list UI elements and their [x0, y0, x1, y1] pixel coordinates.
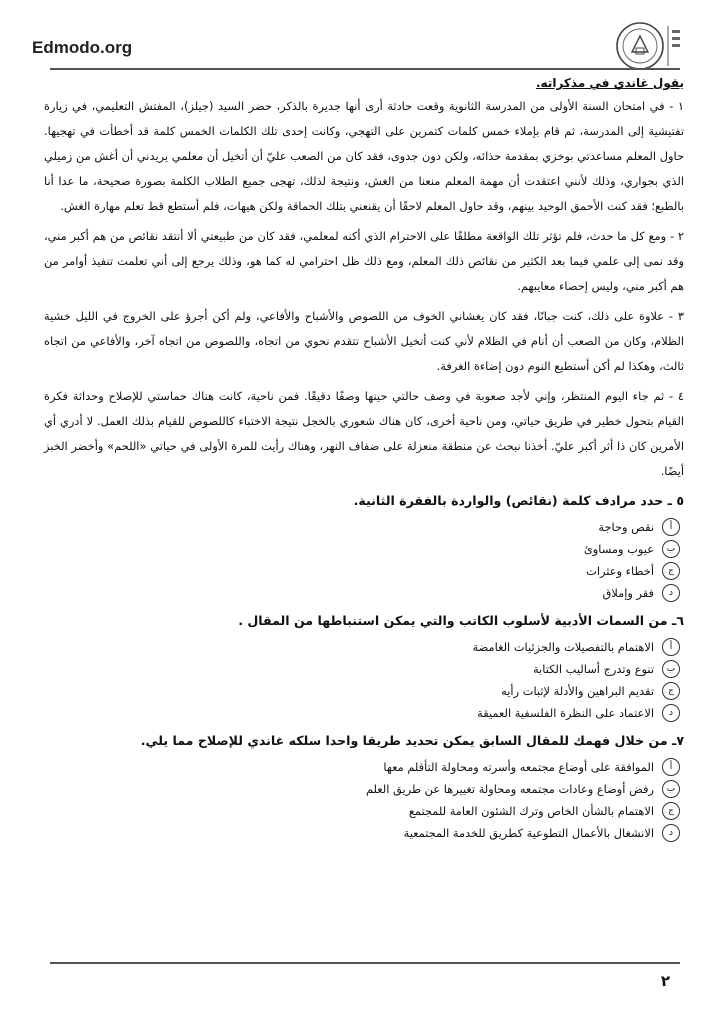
option-text: رفض أوضاع وعادات مجتمعه ومحاولة تغييرها عن طريق العلم [365, 782, 654, 796]
option-text: الموافقة على أوضاع مجتمعه وأسرته ومحاولة التأقلم معها [383, 760, 654, 774]
question-7-option-c[interactable] [44, 800, 680, 822]
question-7-title: ٧ـ من خلال فهمك للمقال السابق يمكن تحديد طريقا واحدا سلكه غاندي للإصلاح مما يلي. [140, 733, 684, 748]
option-letter: أ [662, 758, 680, 776]
question-5-options [44, 516, 684, 604]
option-text: الاهتمام بالتفصيلات والجزئيات الغامضة [472, 640, 654, 654]
question-7-option-b[interactable] [44, 778, 680, 800]
question-6-option-c[interactable] [44, 680, 680, 702]
option-letter: ج [662, 802, 680, 820]
site-brand: Edmodo.org [32, 38, 133, 57]
option-letter: د [662, 824, 680, 842]
page-number: ٢ [660, 972, 670, 990]
option-letter: ب [662, 540, 680, 558]
option-text: أخطاء وعثرات [586, 564, 654, 578]
question-6-options [44, 636, 684, 724]
option-letter: ج [662, 682, 680, 700]
question-6-option-d[interactable] [44, 702, 680, 724]
question-5-title: ٥ ـ حدد مرادف كلمة (نقائص) والواردة بالفقرة الثانية. [353, 493, 684, 508]
option-letter: أ [662, 518, 680, 536]
question-5-option-a[interactable] [44, 516, 680, 538]
header-divider [50, 68, 680, 70]
ministry-seal-icon [614, 20, 684, 72]
option-letter: د [662, 704, 680, 722]
option-letter: ب [662, 660, 680, 678]
option-letter: ج [662, 562, 680, 580]
paragraph-1: ١ - في امتحان السنة الأولى من المدرسة الثانوية وقعت حادثة أرى أنها جديرة بالذكر، حضر السيد (جيلز)، المفتش التعليمي، في زيارة تفتيشية إلى المدرسة، ثم قام بإملاء خمس كلمات كتمرين على التهجي، وكانت إحدى تلك الكلمات الخمس كلمة قد أخطأت في تهجيها. حاول المعلم مساعدتي بوخزي بمقدمة حذائه، ولكن دون جدوى، فقد كان من الصعب عليّ أن أتخيل أن معلمي يريدني أن أغش من زميلي الذي بجواري، وذلك لأنني اعتقدت أن مهمة المعلم منعنا من الغش، ونتيجة لذلك، تهجى جميع الطلاب الكلمة بصورة صحيحة، ما عدا أنا بالطبع؛ فقد كنت الأحمق الوحيد بينهم، وقد حاول المعلم لاحقًا أن يقنعني بتلك الحماقة ولكن هيهات، فلم أستطع قط تعلم مهارة الغش. [44, 99, 684, 213]
paragraph-2: ٢ - ومع كل ما حدث، فلم تؤثر تلك الواقعة مطلقًا على الاحترام الذي أكنه لمعلمي، فقد كان من طبيعتي ألا أنتقد نقائص من هم أكبر مني، وقد نمى إلى علمي فيما بعد الكثير من نقائص ذلك المعلم، ومع ذلك ظل احترامي له كما هو، وذلك يرجع إلى أني تعلمت تنفيذ أوامر من هم أكبر مني، وليس إحصاء معايبهم. [44, 229, 684, 293]
question-7-option-a[interactable] [44, 756, 680, 778]
paragraph-3: ٣ - علاوة على ذلك، كنت جبانًا، فقد كان يغشاني الخوف من اللصوص والأشباح والأفاعي، ولم أكن أجرؤ على الخروج في الليل خشية الظلام، وكان من الصعب أن أنام في الظلام لأني كنت أتخيل الأشباح تتقدم نحوي من اتجاه، واللصوص من اتجاه آخر، والأفاعي من اتجاه ثالث، وهكذا لم أكن أستطيع النوم دون إضاءة الغرفة. [44, 309, 684, 373]
option-letter: د [662, 584, 680, 602]
option-text: فقر وإملاق [602, 586, 654, 600]
intro-line: يقول غاندي في مذكراته. [535, 76, 684, 90]
question-6-option-b[interactable] [44, 658, 680, 680]
option-text: الاعتماد على النظرة الفلسفية العميقة [477, 706, 654, 720]
document-body [44, 76, 684, 848]
paragraph-4: ٤ - ثم جاء اليوم المنتظر، وإني لأجد صعوبة في وصف حالتي حينها وصفًا دقيقًا. فمن ناحية، كانت هناك حماستي للإصلاح وحداثة فكرة القيام بتحول خطير في طريق حياتي، ومن ناحية أخرى، كان هناك شعوري بالخجل نتيجة الاختباء كاللصوص للقيام بذلك العمل. لا أدري أي الأمرين كان ذا أثر أكبر عليّ. أخذنا نبحث عن منطقة منعزلة على ضفاف النهر، وهناك رأيت للمرة الأولى في حياتي «اللحم» وأخضر الخبز أيضًا. [44, 389, 684, 478]
option-letter: ب [662, 780, 680, 798]
footer-divider [50, 962, 680, 964]
question-6-title: ٦ـ من السمات الأدبية لأسلوب الكاتب والتي يمكن استنباطها من المقال . [238, 613, 684, 628]
question-7-options [44, 756, 684, 844]
option-text: الاهتمام بالشأن الخاص وترك الشئون العامة للمجتمع [408, 804, 654, 818]
question-5-option-c[interactable] [44, 560, 680, 582]
page-header [0, 0, 720, 70]
question-6-option-a[interactable] [44, 636, 680, 658]
question-5-option-b[interactable] [44, 538, 680, 560]
option-text: الانشغال بالأعمال التطوعية كطريق للخدمة المجتمعية [403, 826, 654, 840]
option-text: تقديم البراهين والأدلة لإثبات رأيه [501, 684, 654, 698]
option-letter: أ [662, 638, 680, 656]
option-text: عيوب ومساوئ [583, 542, 654, 556]
question-5-option-d[interactable] [44, 582, 680, 604]
question-7-option-d[interactable] [44, 822, 680, 844]
option-text: نقص وحاجة [598, 520, 654, 534]
option-text: تنوع وتدرج أساليب الكتابة [532, 662, 654, 676]
